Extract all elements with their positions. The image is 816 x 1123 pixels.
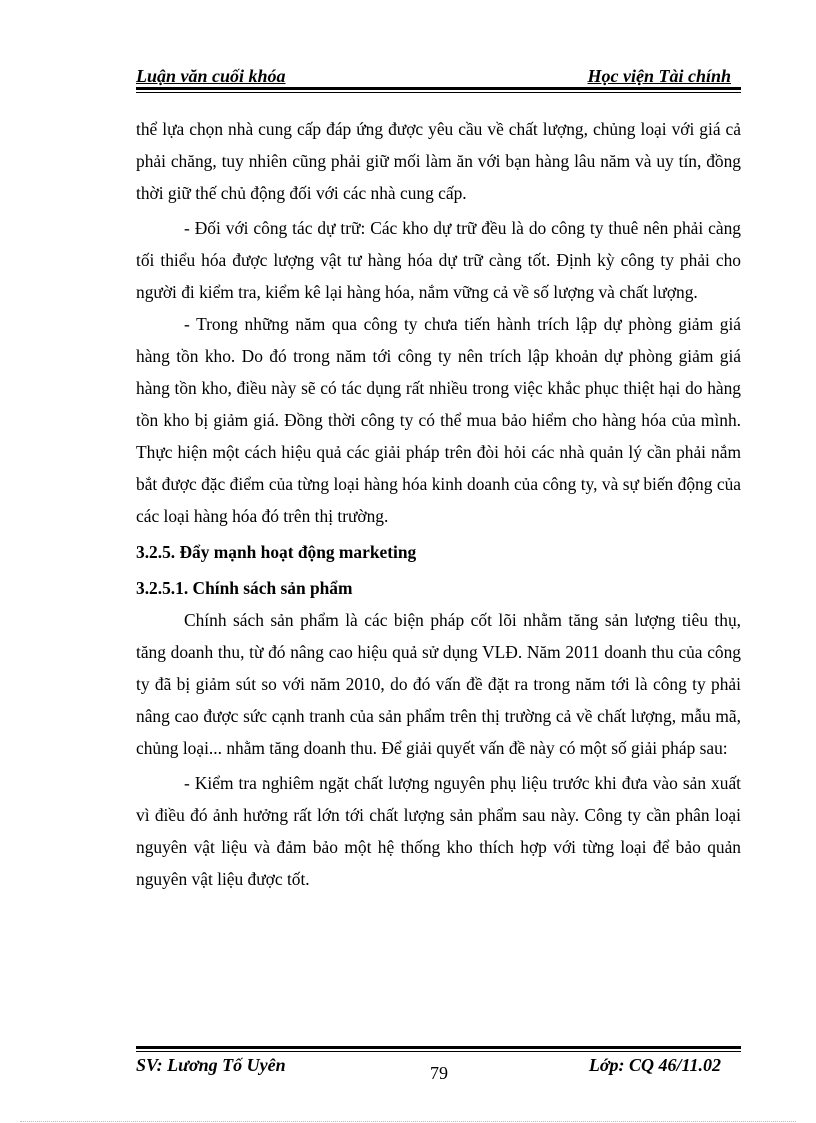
body-content xyxy=(136,113,741,895)
footer-student-name: SV: Lương Tố Uyên xyxy=(136,1055,286,1075)
header-rule-thin xyxy=(136,92,741,93)
page-bottom-border xyxy=(20,1121,796,1122)
header-institution: Học viện Tài chính xyxy=(587,66,731,86)
paragraph-supplier-selection: thể lựa chọn nhà cung cấp đáp ứng được yêu cầu về chất lượng, chủng loại với giá cả phải chăng, tuy nhiên cũng phải giữ mối làm ăn với bạn hàng lâu năm và uy tín, đồng thời giữ thế chủ động đối với các nhà cung cấp. xyxy=(136,119,741,203)
section-heading-marketing: 3.2.5. Đẩy mạnh hoạt động marketing xyxy=(136,542,417,562)
footer-rule-thin xyxy=(136,1051,741,1052)
page-footer xyxy=(136,1046,741,1086)
paragraph-inventory-reserve: - Đối với công tác dự trữ: Các kho dự trữ đều là do công ty thuê nên phải càng tối thiểu hóa được lượng vật tư hàng hóa dự trữ càng tốt. Định kỳ công ty phải cho người đi kiểm tra, kiểm kê lại hàng hóa, nắm vững cả về số lượng và chất lượng. xyxy=(136,218,741,302)
page-number: 79 xyxy=(430,1063,448,1083)
footer-class-code: Lớp: CQ 46/11.02 xyxy=(588,1055,721,1075)
header-thesis-title: Luận văn cuối khóa xyxy=(136,66,286,86)
page-header xyxy=(136,64,741,90)
paragraph-product-policy: Chính sách sản phẩm là các biện pháp cốt lõi nhằm tăng sản lượng tiêu thụ, tăng doanh thu, từ đó nâng cao hiệu quả sử dụng VLĐ. Năm 2011 doanh thu của công ty đã bị giảm sút so với năm 2010, do đó vấn đề đặt ra trong năm tới là công ty phải nâng cao được sức cạnh tranh của sản phẩm trên thị trường cả về chất lượng, mẫu mã, chủng loại... nhằm tăng doanh thu. Để giải quyết vấn đề này có một số giải pháp sau: xyxy=(136,610,741,758)
header-rule-thick xyxy=(136,87,741,90)
footer-rule-thick xyxy=(136,1046,741,1049)
subsection-heading-product-policy: 3.2.5.1. Chính sách sản phẩm xyxy=(136,578,353,598)
paragraph-inventory-provision: - Trong những năm qua công ty chưa tiến hành trích lập dự phòng giảm giá hàng tồn kho. Do đó trong năm tới công ty nên trích lập khoản dự phòng giảm giá hàng tồn kho, điều này sẽ có tác dụng rất nhiều trong việc khắc phục thiệt hại do hàng tồn kho bị giảm giá. Đồng thời công ty có thể mua bảo hiểm cho hàng hóa của mình. Thực hiện một cách hiệu quả các giải pháp trên đòi hỏi các nhà quản lý cần phải nắm bắt được đặc điểm của từng loại hàng hóa kinh doanh của công ty, và sự biến động của các loại hàng hóa đó trên thị trường. xyxy=(136,314,741,526)
paragraph-quality-control: - Kiểm tra nghiêm ngặt chất lượng nguyên phụ liệu trước khi đưa vào sản xuất vì điều đó ảnh hưởng rất lớn tới chất lượng sản phẩm sau này. Công ty cần phân loại nguyên vật liệu và đảm bảo một hệ thống kho thích hợp với từng loại để bảo quản nguyên vật liệu được tốt. xyxy=(136,773,741,889)
